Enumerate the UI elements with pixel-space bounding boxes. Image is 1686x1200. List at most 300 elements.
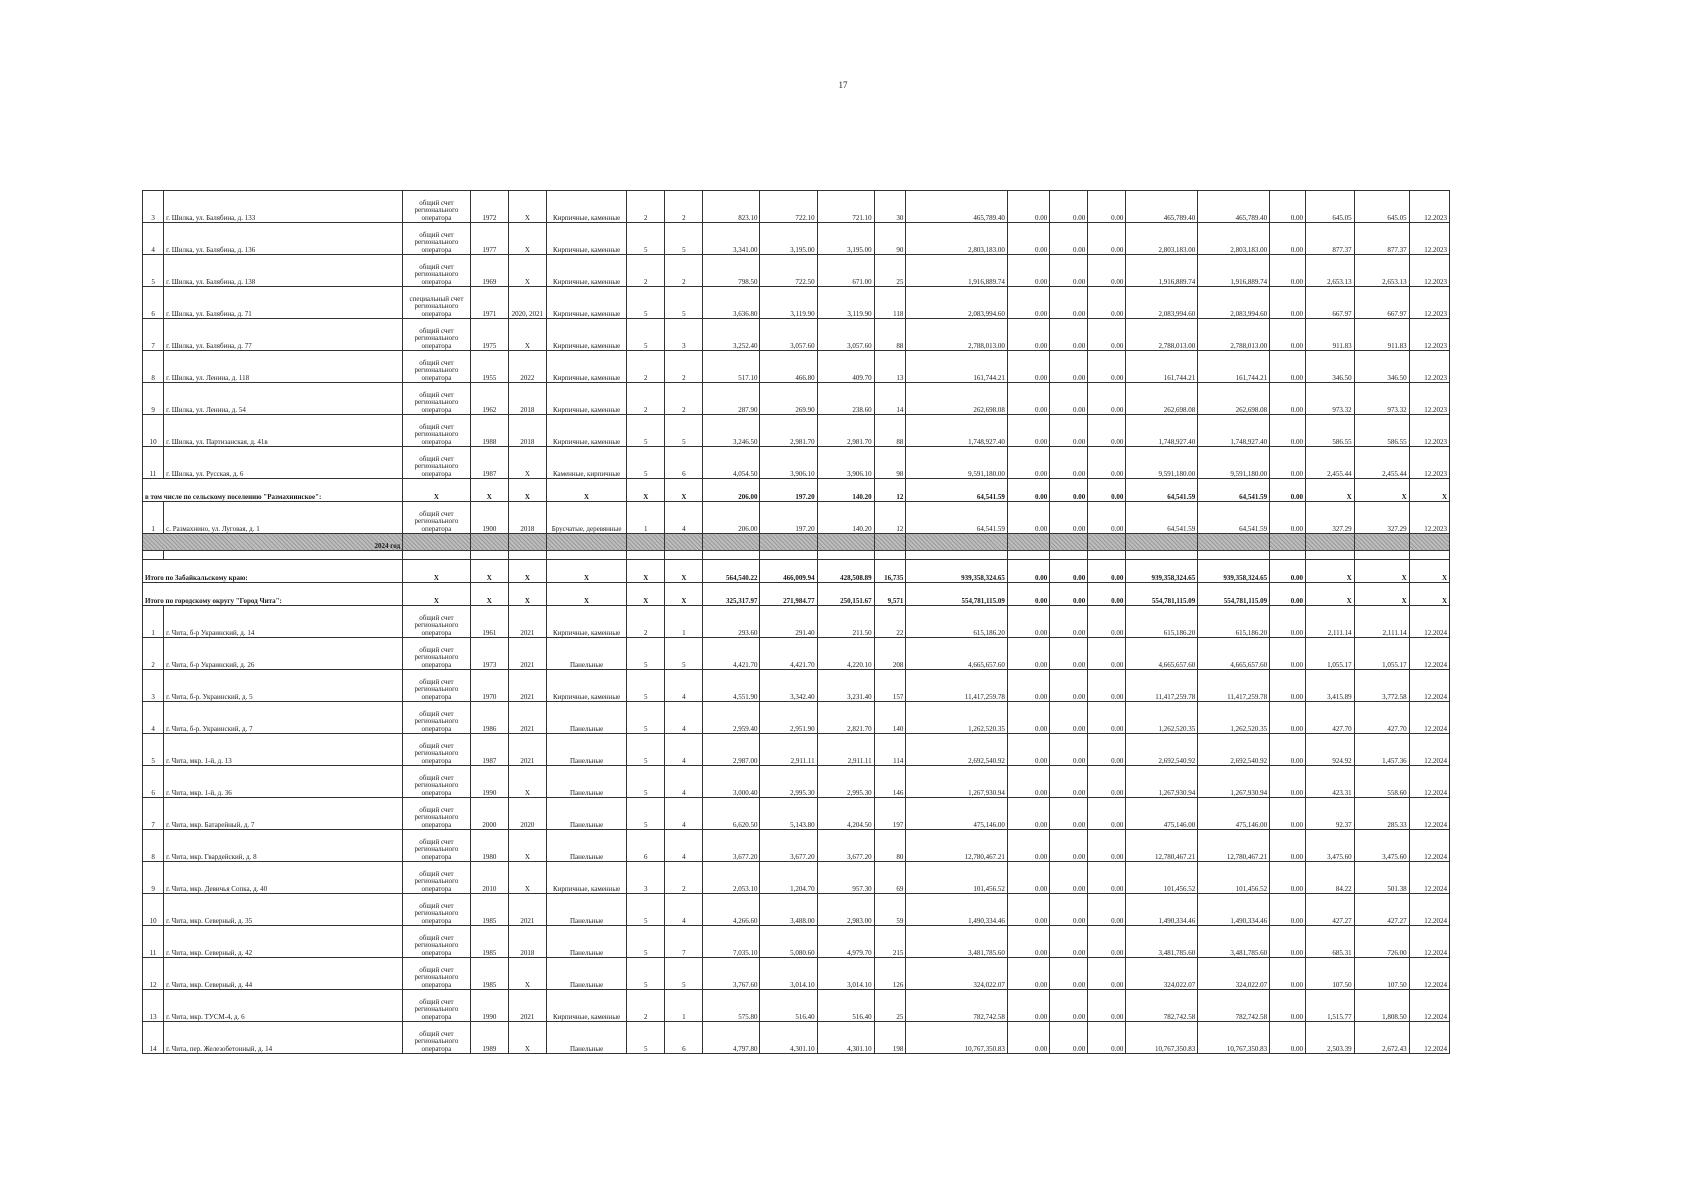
summary-row	[143, 560, 1450, 583]
table-cell: Кирпичные, каменные	[546, 319, 626, 351]
table-cell: 939,358,324.65	[906, 560, 1008, 583]
table-cell: 197.20	[760, 479, 817, 502]
table-cell: 466,009.94	[760, 560, 817, 583]
table-cell: Панельные	[546, 830, 626, 862]
table-cell: 0.00	[1270, 351, 1306, 383]
table-cell: 12.2024	[1409, 638, 1449, 670]
table-cell: 409.70	[817, 351, 874, 383]
table-cell: г. Шилка, ул. Русская, д. 6	[164, 447, 403, 479]
table-cell: 8	[143, 830, 164, 862]
table-row	[143, 415, 1450, 447]
table-cell: 2,692,540.92	[906, 734, 1008, 766]
table-cell: 0.00	[1088, 862, 1126, 894]
table-cell: X	[508, 255, 546, 287]
table-cell: 0.00	[1088, 223, 1126, 255]
table-cell: 2018	[508, 502, 546, 534]
table-cell: 12.2023	[1409, 287, 1449, 319]
table-cell: 973.32	[1354, 383, 1409, 415]
table-cell: 3,906.10	[817, 447, 874, 479]
year-row-cell	[874, 534, 906, 551]
table-cell: г. Чита, мкр. Северный, д. 35	[164, 894, 403, 926]
table-cell: X	[1306, 479, 1355, 502]
table-cell: общий счет регионального оператора	[403, 502, 471, 534]
table-cell: 0.00	[1007, 766, 1049, 798]
table-cell: 80	[874, 830, 906, 862]
table-cell: 84.22	[1306, 862, 1355, 894]
table-cell: 12	[874, 502, 906, 534]
table-cell: 1	[665, 990, 703, 1022]
table-cell: 5	[627, 319, 665, 351]
table-cell: 1,916,889.74	[1198, 255, 1270, 287]
table-cell: 4,301.10	[817, 1022, 874, 1054]
table-cell: X	[1409, 560, 1449, 583]
table-cell: 1986	[470, 702, 508, 734]
table-cell: 327.29	[1306, 502, 1355, 534]
table-cell: 3,014.10	[817, 958, 874, 990]
table-cell: 3,677.20	[760, 830, 817, 862]
table-cell: 1973	[470, 638, 508, 670]
table-cell: 0.00	[1050, 926, 1088, 958]
table-cell: 1900	[470, 502, 508, 534]
table-cell: 2	[665, 191, 703, 223]
table-cell: 10,767,350.83	[1126, 1022, 1198, 1054]
table-cell: 324,022.07	[1126, 958, 1198, 990]
table-cell: 1985	[470, 958, 508, 990]
table-cell: 911.83	[1354, 319, 1409, 351]
table-cell: X	[1409, 583, 1449, 606]
table-cell: 2,981.70	[817, 415, 874, 447]
table-cell: г. Шилка, ул. Балябина, д. 133	[164, 191, 403, 223]
table-cell: 4	[665, 502, 703, 534]
table-cell: общий счет регионального оператора	[403, 670, 471, 702]
table-cell: г. Чита, мкр. Северный, д. 42	[164, 926, 403, 958]
spacer-cell	[1306, 551, 1355, 560]
table-cell: 161,744.21	[906, 351, 1008, 383]
table-cell: 4,665,657.60	[906, 638, 1008, 670]
year-row-cell	[760, 534, 817, 551]
table-cell: 4	[665, 894, 703, 926]
table-row	[143, 638, 1450, 670]
table-cell: 12.2023	[1409, 191, 1449, 223]
table-cell: Кирпичные, каменные	[546, 351, 626, 383]
table-cell: 0.00	[1088, 798, 1126, 830]
table-cell: X	[508, 447, 546, 479]
table-cell: 1,055.17	[1354, 638, 1409, 670]
table-cell: X	[546, 560, 626, 583]
table-cell: 262,698.08	[1126, 383, 1198, 415]
table-cell: общий счет регионального оператора	[403, 638, 471, 670]
table-cell: 13	[143, 990, 164, 1022]
table-cell: 12,780,467.21	[906, 830, 1008, 862]
table-cell: 0.00	[1007, 734, 1049, 766]
table-cell: 0.00	[1088, 1022, 1126, 1054]
table-cell: 2021	[508, 734, 546, 766]
table-row	[143, 990, 1450, 1022]
table-cell: 427.70	[1306, 702, 1355, 734]
spacer-cell	[1198, 551, 1270, 560]
table-cell: 324,022.07	[1198, 958, 1270, 990]
table-cell: 107.50	[1306, 958, 1355, 990]
table-cell: X	[1409, 479, 1449, 502]
table-row	[143, 702, 1450, 734]
table-cell: Кирпичные, каменные	[546, 990, 626, 1022]
table-cell: 12.2024	[1409, 606, 1449, 638]
table-cell: X	[508, 223, 546, 255]
table-cell: 2	[665, 383, 703, 415]
table-cell: 5	[627, 447, 665, 479]
table-cell: X	[470, 583, 508, 606]
table-cell: Панельные	[546, 734, 626, 766]
table-cell: 0.00	[1050, 606, 1088, 638]
table-cell: Панельные	[546, 798, 626, 830]
table-cell: 0.00	[1050, 502, 1088, 534]
table-cell: 2021	[508, 702, 546, 734]
table-cell: X	[1354, 560, 1409, 583]
table-cell: 3,119.90	[817, 287, 874, 319]
table-cell: общий счет регионального оператора	[403, 606, 471, 638]
table-cell: 4	[665, 766, 703, 798]
table-cell: 12.2023	[1409, 319, 1449, 351]
table-cell: 0.00	[1270, 583, 1306, 606]
table-cell: 1,262,520.35	[906, 702, 1008, 734]
table-cell: 5	[627, 766, 665, 798]
table-cell: 6	[627, 830, 665, 862]
table-cell: 2,653.13	[1354, 255, 1409, 287]
table-cell: 12.2023	[1409, 383, 1449, 415]
summary-label: в том числе по сельскому поселению "Размахнинское":	[143, 479, 403, 502]
table-cell: 25	[874, 255, 906, 287]
table-cell: г. Чита, мкр. Северный, д. 44	[164, 958, 403, 990]
table-cell: 3,636.80	[703, 287, 760, 319]
table-cell: 516.40	[817, 990, 874, 1022]
table-cell: X	[665, 479, 703, 502]
table-cell: 0.00	[1007, 670, 1049, 702]
table-cell: 346.50	[1306, 351, 1355, 383]
table-row	[143, 447, 1450, 479]
table-cell: 0.00	[1050, 798, 1088, 830]
table-cell: 721.10	[817, 191, 874, 223]
table-cell: 1,808.50	[1354, 990, 1409, 1022]
year-row-cell	[1126, 534, 1198, 551]
table-cell: 271,984.77	[760, 583, 817, 606]
table-cell: 1,515.77	[1306, 990, 1355, 1022]
spacer-cell	[1050, 551, 1088, 560]
table-cell: 262,698.08	[1198, 383, 1270, 415]
table-cell: 291.40	[760, 606, 817, 638]
table-cell: 9,571	[874, 583, 906, 606]
table-cell: 12.2023	[1409, 502, 1449, 534]
table-cell: 0.00	[1007, 830, 1049, 862]
table-cell: 0.00	[1088, 287, 1126, 319]
page-number: 17	[838, 80, 848, 90]
table-cell: 126	[874, 958, 906, 990]
table-cell: г. Шилка, ул. Балябина, д. 138	[164, 255, 403, 287]
table-cell: 12.2024	[1409, 670, 1449, 702]
table-cell: 0.00	[1007, 415, 1049, 447]
table-cell: 3,000.40	[703, 766, 760, 798]
table-cell: 1,748,927.40	[1126, 415, 1198, 447]
table-row	[143, 1022, 1450, 1054]
table-cell: 16,735	[874, 560, 906, 583]
table-cell: 466.80	[760, 351, 817, 383]
table-cell: Кирпичные, каменные	[546, 287, 626, 319]
table-row	[143, 606, 1450, 638]
table-cell: 0.00	[1270, 894, 1306, 926]
table-row	[143, 502, 1450, 534]
table-cell: 2010	[470, 862, 508, 894]
table-cell: 2,803,183.00	[1198, 223, 1270, 255]
table-cell: г. Чита, б-р Украинский, д. 26	[164, 638, 403, 670]
table-cell: 4,421.70	[760, 638, 817, 670]
table-cell: общий счет регионального оператора	[403, 798, 471, 830]
table-cell: Каменные, кирпичные	[546, 447, 626, 479]
table-row	[143, 223, 1450, 255]
table-cell: 5	[627, 223, 665, 255]
table-cell: 0.00	[1007, 1022, 1049, 1054]
table-cell: Панельные	[546, 702, 626, 734]
table-cell: общий счет регионального оператора	[403, 766, 471, 798]
table-cell: 4	[143, 702, 164, 734]
table-cell: 5	[627, 670, 665, 702]
table-cell: 2021	[508, 606, 546, 638]
table-cell: 427.70	[1354, 702, 1409, 734]
table-cell: 206.00	[703, 479, 760, 502]
table-cell: 64,541.59	[1198, 479, 1270, 502]
table-cell: 3,057.60	[817, 319, 874, 351]
table-cell: 3,677.20	[817, 830, 874, 862]
table-cell: 1	[143, 502, 164, 534]
table-cell: Кирпичные, каменные	[546, 862, 626, 894]
table-cell: 4,551.90	[703, 670, 760, 702]
table-cell: 3,195.00	[817, 223, 874, 255]
table-cell: специальный счет регионального оператора	[403, 287, 471, 319]
table-cell: 12.2024	[1409, 766, 1449, 798]
table-cell: 427.27	[1306, 894, 1355, 926]
table-cell: 101,456.52	[1198, 862, 1270, 894]
table-cell: X	[508, 766, 546, 798]
table-cell: 2018	[508, 926, 546, 958]
table-cell: 423.31	[1306, 766, 1355, 798]
table-cell: 64,541.59	[1126, 502, 1198, 534]
table-cell: 0.00	[1270, 702, 1306, 734]
table-cell: 0.00	[1088, 502, 1126, 534]
table-cell: 1980	[470, 830, 508, 862]
table-cell: 0.00	[1088, 958, 1126, 990]
table-cell: 4,979.70	[817, 926, 874, 958]
table-cell: 2,692,540.92	[1126, 734, 1198, 766]
table-cell: 586.55	[1354, 415, 1409, 447]
table-cell: 2	[627, 383, 665, 415]
table-cell: 0.00	[1050, 223, 1088, 255]
table-cell: 2021	[508, 638, 546, 670]
table-cell: 5	[627, 926, 665, 958]
table-cell: 0.00	[1050, 415, 1088, 447]
table-cell: 2,083,994.60	[1198, 287, 1270, 319]
table-cell: 0.00	[1270, 223, 1306, 255]
table-cell: 722.10	[760, 191, 817, 223]
table-cell: X	[627, 560, 665, 583]
year-row-cell	[403, 534, 471, 551]
table-cell: 0.00	[1270, 1022, 1306, 1054]
table-cell: 1,916,889.74	[906, 255, 1008, 287]
table-cell: 1985	[470, 894, 508, 926]
table-cell: общий счет регионального оператора	[403, 383, 471, 415]
table-cell: 11	[143, 447, 164, 479]
table-cell: г. Чита, мкр. 1-й, д. 13	[164, 734, 403, 766]
table-row	[143, 383, 1450, 415]
table-cell: общий счет регионального оператора	[403, 702, 471, 734]
table-cell: 782,742.58	[1198, 990, 1270, 1022]
table-cell: 2	[627, 990, 665, 1022]
year-row-cell	[1306, 534, 1355, 551]
table-cell: 0.00	[1088, 926, 1126, 958]
table-cell: 575.80	[703, 990, 760, 1022]
table-cell: 0.00	[1050, 862, 1088, 894]
table-cell: Панельные	[546, 894, 626, 926]
year-row-cell	[470, 534, 508, 551]
table-cell: 4,220.10	[817, 638, 874, 670]
table-cell: 327.29	[1354, 502, 1409, 534]
table-cell: 2,083,994.60	[1126, 287, 1198, 319]
table-cell: 64,541.59	[906, 502, 1008, 534]
table-cell: 64,541.59	[1126, 479, 1198, 502]
table-cell: 957.30	[817, 862, 874, 894]
spacer-cell	[1354, 551, 1409, 560]
table-cell: 2020, 2021	[508, 287, 546, 319]
table-cell: 0.00	[1088, 479, 1126, 502]
table-cell: X	[508, 319, 546, 351]
table-cell: 1961	[470, 606, 508, 638]
table-cell: 5	[143, 255, 164, 287]
table-cell: 2,911.11	[760, 734, 817, 766]
table-cell: 0.00	[1088, 415, 1126, 447]
table-cell: 98	[874, 447, 906, 479]
table-cell: 5	[627, 798, 665, 830]
table-row	[143, 894, 1450, 926]
table-cell: 4,665,657.60	[1126, 638, 1198, 670]
table-cell: 293.60	[703, 606, 760, 638]
table-cell: 9,591,180.00	[1198, 447, 1270, 479]
table-cell: 0.00	[1088, 990, 1126, 1022]
table-cell: 0.00	[1270, 766, 1306, 798]
table-cell: 5	[627, 734, 665, 766]
table-cell: X	[546, 479, 626, 502]
table-cell: X	[470, 560, 508, 583]
table-cell: 5,080.60	[760, 926, 817, 958]
table-cell: 1975	[470, 319, 508, 351]
table-cell: 3,246.50	[703, 415, 760, 447]
table-cell: 1969	[470, 255, 508, 287]
table-cell: 9,591,180.00	[1126, 447, 1198, 479]
table-cell: 3,767.60	[703, 958, 760, 990]
table-cell: X	[508, 560, 546, 583]
table-cell: 2	[627, 606, 665, 638]
table-cell: 1977	[470, 223, 508, 255]
table-cell: 0.00	[1007, 606, 1049, 638]
table-cell: 107.50	[1354, 958, 1409, 990]
table-cell: Панельные	[546, 926, 626, 958]
year-row-cell	[1198, 534, 1270, 551]
table-cell: 558.60	[1354, 766, 1409, 798]
table-cell: 88	[874, 415, 906, 447]
table-cell: г. Шилка, ул. Ленина, д. 118	[164, 351, 403, 383]
table-cell: X	[1306, 583, 1355, 606]
table-cell: 4	[665, 830, 703, 862]
table-cell: 12.2023	[1409, 351, 1449, 383]
table-cell: 726.00	[1354, 926, 1409, 958]
table-cell: 25	[874, 990, 906, 1022]
table-cell: 1971	[470, 287, 508, 319]
table-cell: 2	[143, 638, 164, 670]
table-cell: 197	[874, 798, 906, 830]
table-cell: 197.20	[760, 502, 817, 534]
table-cell: 7	[143, 798, 164, 830]
table-cell: 0.00	[1270, 560, 1306, 583]
table-cell: 3,119.90	[760, 287, 817, 319]
table-cell: 2,987.00	[703, 734, 760, 766]
table-cell: 161,744.21	[1198, 351, 1270, 383]
year-row-cell	[546, 534, 626, 551]
table-cell: 215	[874, 926, 906, 958]
table-row	[143, 958, 1450, 990]
table-cell: 0.00	[1270, 479, 1306, 502]
spacer-cell	[760, 551, 817, 560]
table-cell: 6	[143, 766, 164, 798]
table-cell: 1,267,930.94	[1126, 766, 1198, 798]
table-cell: 0.00	[1050, 1022, 1088, 1054]
table-cell: 0.00	[1007, 894, 1049, 926]
table-cell: г. Чита, б-р Украинский, д. 14	[164, 606, 403, 638]
table-cell: 0.00	[1007, 351, 1049, 383]
spacer-cell	[403, 551, 471, 560]
table-cell: 1,267,930.94	[1198, 766, 1270, 798]
table-cell: 0.00	[1007, 319, 1049, 351]
table-row	[143, 287, 1450, 319]
spacer-row	[143, 551, 1450, 560]
table-cell: 1,748,927.40	[1198, 415, 1270, 447]
table-cell: X	[627, 479, 665, 502]
year-row-cell	[1270, 534, 1306, 551]
table-cell: г. Чита, мкр. Девичья Сопка, д. 40	[164, 862, 403, 894]
table-cell: 2021	[508, 990, 546, 1022]
table-cell: 1985	[470, 926, 508, 958]
table-cell: 0.00	[1088, 583, 1126, 606]
table-cell: 4,421.70	[703, 638, 760, 670]
table-cell: общий счет регионального оператора	[403, 990, 471, 1022]
year-row-cell	[508, 534, 546, 551]
year-row-cell	[1007, 534, 1049, 551]
table-cell: 10	[143, 894, 164, 926]
capital-repair-register-table	[142, 190, 1450, 1054]
table-cell: 12.2024	[1409, 830, 1449, 862]
spacer-cell	[1126, 551, 1198, 560]
table-cell: 0.00	[1050, 447, 1088, 479]
table-cell: 0.00	[1007, 191, 1049, 223]
table-cell: 0.00	[1050, 766, 1088, 798]
table-cell: 2021	[508, 894, 546, 926]
table-cell: 0.00	[1088, 383, 1126, 415]
table-cell: 10	[143, 415, 164, 447]
table-cell: 0.00	[1270, 990, 1306, 1022]
summary-row	[143, 479, 1450, 502]
table-cell: 1,055.17	[1306, 638, 1355, 670]
table-cell: с. Размахнино, ул. Луговая, д. 1	[164, 502, 403, 534]
table-cell: 1	[627, 502, 665, 534]
table-cell: 64,541.59	[906, 479, 1008, 502]
table-cell: 114	[874, 734, 906, 766]
spacer-cell	[470, 551, 508, 560]
table-cell: 5,143.80	[760, 798, 817, 830]
